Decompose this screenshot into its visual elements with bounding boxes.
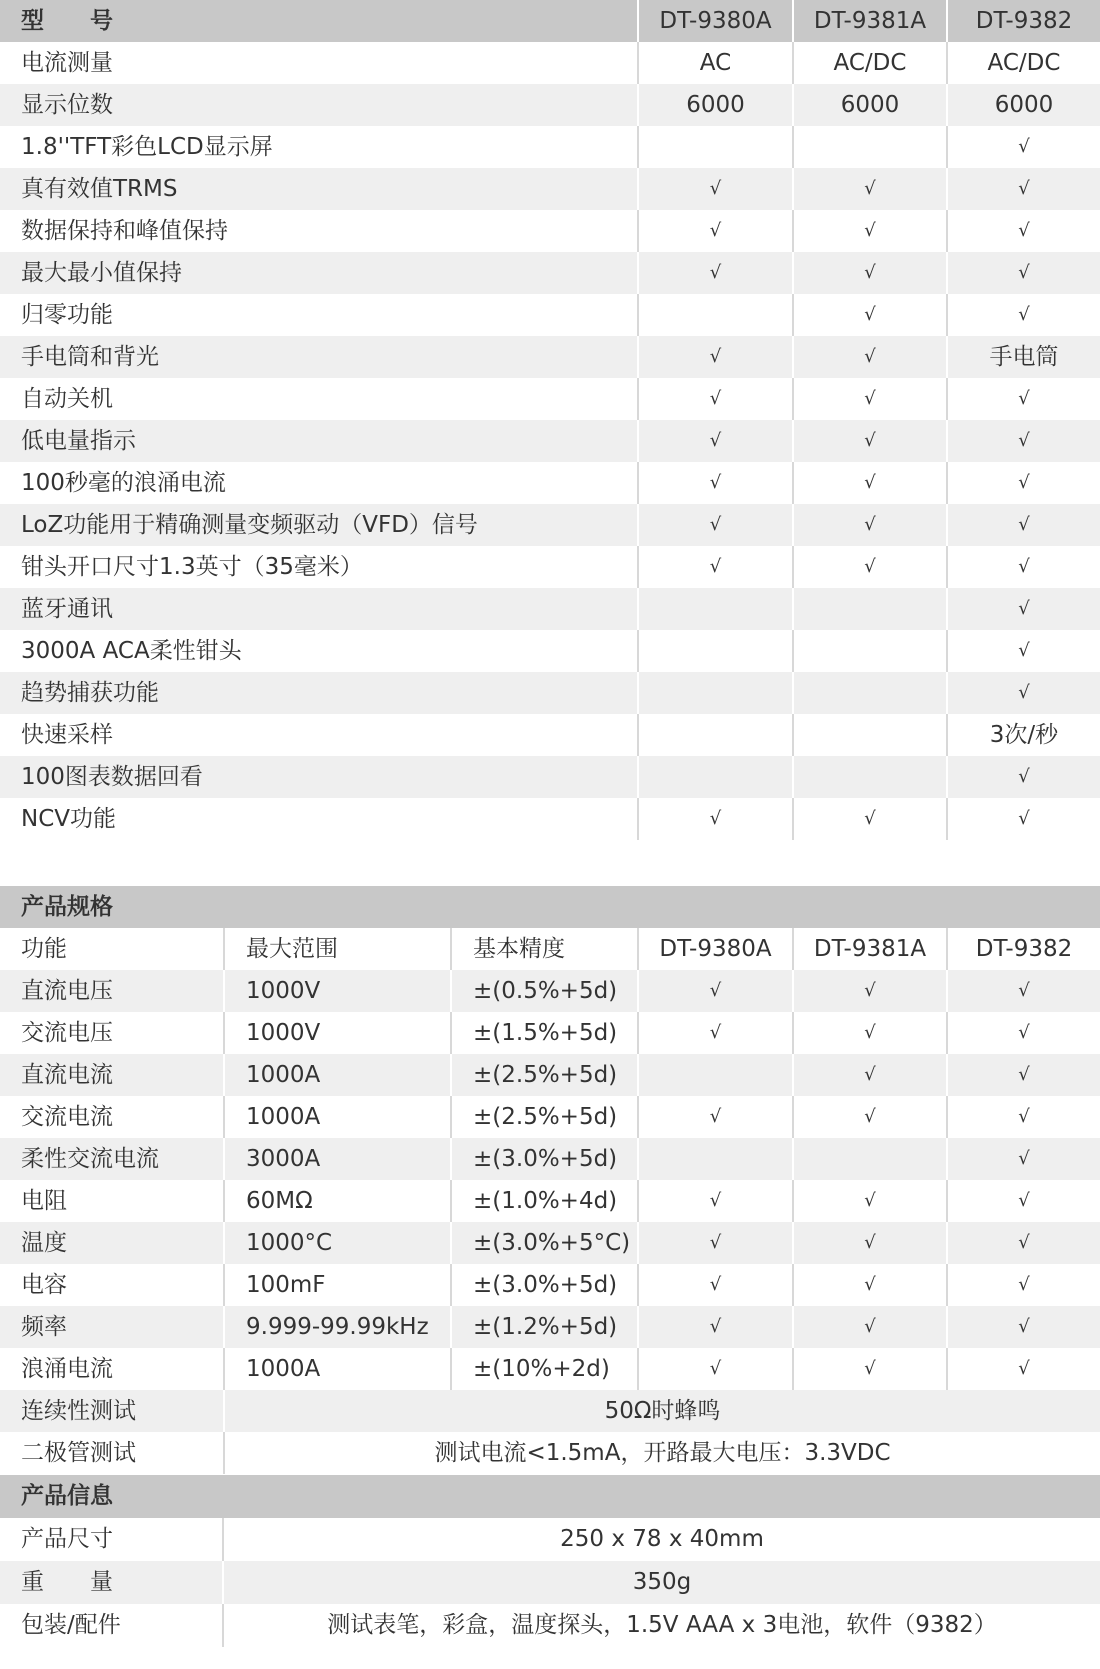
spec-value: √: [792, 1348, 946, 1390]
feature-value: √: [792, 378, 946, 420]
spec-accuracy: ±(1.2%+5d): [450, 1306, 637, 1348]
spec-range: 1000A: [223, 1348, 450, 1390]
spec-accuracy: ±(3.0%+5d): [450, 1264, 637, 1306]
feature-value: √: [946, 126, 1100, 168]
feature-row: [0, 168, 1100, 210]
spec-value: √: [792, 1306, 946, 1348]
feature-value: √: [792, 462, 946, 504]
features-header-row: [0, 0, 1100, 42]
spec-value: √: [637, 1348, 792, 1390]
spec-value: √: [637, 1180, 792, 1222]
feature-row: [0, 336, 1100, 378]
info-value: 350g: [222, 1561, 1100, 1604]
feature-value: [792, 672, 946, 714]
spec-value: √: [637, 1306, 792, 1348]
spec-range: 60MΩ: [223, 1180, 450, 1222]
spec-value: √: [946, 1348, 1100, 1390]
spec-span-row: [0, 1390, 1100, 1432]
spec-function: 柔性交流电流: [21, 1146, 159, 1172]
feature-label: 最大最小值保持: [21, 260, 182, 286]
feature-label: 100图表数据回看: [21, 764, 203, 790]
info-label: 重 量: [21, 1569, 113, 1595]
feature-label: 手电筒和背光: [21, 344, 159, 370]
spec-value: √: [946, 1222, 1100, 1264]
info-table: [0, 1475, 1100, 1647]
spec-span-row: [0, 1432, 1100, 1474]
feature-value: AC: [637, 42, 792, 84]
feature-label: 归零功能: [21, 302, 113, 328]
feature-label: 1.8''TFT彩色LCD显示屏: [21, 134, 273, 160]
feature-value: √: [946, 504, 1100, 546]
feature-value: AC/DC: [946, 42, 1100, 84]
spec-accuracy: ±(1.5%+5d): [450, 1012, 637, 1054]
spec-function: 直流电流: [21, 1062, 113, 1088]
feature-label: 3000A ACA柔性钳头: [21, 638, 242, 664]
spec-accuracy: ±(3.0%+5d): [450, 1138, 637, 1180]
feature-value: √: [946, 462, 1100, 504]
spec-function: 频率: [21, 1314, 67, 1340]
spec-value: √: [792, 1054, 946, 1096]
spec-value: √: [946, 1096, 1100, 1138]
spec-function: 交流电流: [21, 1104, 113, 1130]
feature-value: √: [946, 588, 1100, 630]
spec-value: √: [946, 1012, 1100, 1054]
spec-value: √: [637, 1096, 792, 1138]
info-row: [0, 1561, 1100, 1604]
feature-value: √: [637, 252, 792, 294]
feature-row: [0, 798, 1100, 840]
spec-function: 直流电压: [21, 978, 113, 1004]
feature-row: [0, 714, 1100, 756]
feature-row: [0, 126, 1100, 168]
model-name: DT-9380A: [637, 928, 792, 970]
info-label: 产品尺寸: [21, 1526, 113, 1552]
info-row: [0, 1518, 1100, 1561]
feature-row: [0, 42, 1100, 84]
feature-value: √: [637, 798, 792, 840]
feature-value: [792, 630, 946, 672]
spec-value: √: [946, 1306, 1100, 1348]
spec-accuracy: ±(0.5%+5d): [450, 970, 637, 1012]
spec-function: 电阻: [21, 1188, 67, 1214]
specs-header-row: [0, 928, 1100, 970]
feature-row: [0, 546, 1100, 588]
feature-value: [637, 588, 792, 630]
feature-value: √: [946, 798, 1100, 840]
spec-row: [0, 1222, 1100, 1264]
feature-value: [637, 756, 792, 798]
feature-value: 6000: [946, 84, 1100, 126]
feature-label: 低电量指示: [21, 428, 136, 454]
feature-row: [0, 672, 1100, 714]
spec-header-accuracy: 基本精度: [450, 928, 637, 970]
spec-value: √: [792, 970, 946, 1012]
feature-value: [792, 756, 946, 798]
info-label: 包装/配件: [21, 1612, 121, 1638]
spec-value: √: [946, 1054, 1100, 1096]
feature-value: √: [946, 420, 1100, 462]
feature-value: 3次/秒: [946, 714, 1100, 756]
spec-value: [792, 1138, 946, 1180]
spec-value: [637, 1138, 792, 1180]
spec-accuracy: ±(10%+2d): [450, 1348, 637, 1390]
spec-range: 100mF: [223, 1264, 450, 1306]
feature-value: √: [792, 336, 946, 378]
feature-value: [637, 714, 792, 756]
feature-row: [0, 588, 1100, 630]
feature-value: √: [792, 798, 946, 840]
feature-row: [0, 294, 1100, 336]
spec-function: 二极管测试: [21, 1440, 136, 1466]
info-title-row: [0, 1475, 1100, 1518]
specs-title: 产品规格: [21, 894, 113, 920]
info-row: [0, 1604, 1100, 1647]
feature-label: 快速采样: [21, 722, 113, 748]
feature-label: 蓝牙通讯: [21, 596, 113, 622]
spec-row: [0, 1180, 1100, 1222]
feature-value: √: [946, 672, 1100, 714]
feature-label: 显示位数: [21, 92, 113, 118]
spec-value: √: [946, 1138, 1100, 1180]
spec-value: √: [637, 970, 792, 1012]
spec-accuracy: ±(2.5%+5d): [450, 1054, 637, 1096]
spec-range: 9.999-99.99kHz: [223, 1306, 450, 1348]
spec-row: [0, 1012, 1100, 1054]
feature-value: √: [637, 378, 792, 420]
spec-header-range: 最大范围: [223, 928, 450, 970]
spec-function: 交流电压: [21, 1020, 113, 1046]
feature-value: √: [946, 630, 1100, 672]
spec-function: 温度: [21, 1230, 67, 1256]
feature-row: [0, 420, 1100, 462]
feature-value: √: [792, 168, 946, 210]
feature-label: 电流测量: [21, 50, 113, 76]
spec-span-value: 测试电流<1.5mA，开路最大电压：3.3VDC: [223, 1432, 1100, 1474]
feature-value: √: [946, 546, 1100, 588]
feature-value: [637, 294, 792, 336]
feature-label: 真有效值TRMS: [21, 176, 178, 202]
feature-value: √: [792, 210, 946, 252]
feature-value: √: [792, 294, 946, 336]
spec-row: [0, 1306, 1100, 1348]
feature-value: √: [946, 378, 1100, 420]
feature-value: [792, 714, 946, 756]
feature-label: LoZ功能用于精确测量变频驱动（VFD）信号: [21, 512, 478, 538]
feature-row: [0, 756, 1100, 798]
feature-value: [637, 630, 792, 672]
spec-accuracy: ±(2.5%+5d): [450, 1096, 637, 1138]
spec-header-func: 功能: [21, 936, 67, 962]
feature-value: √: [637, 168, 792, 210]
spec-row: [0, 970, 1100, 1012]
spec-value: √: [792, 1096, 946, 1138]
feature-value: √: [637, 504, 792, 546]
feature-value: √: [792, 546, 946, 588]
feature-value: [792, 126, 946, 168]
feature-value: 6000: [637, 84, 792, 126]
feature-value: [792, 588, 946, 630]
specs-title-row: [0, 886, 1100, 928]
spec-range: 1000A: [223, 1054, 450, 1096]
model-name: DT-9382: [946, 0, 1100, 42]
feature-value: [637, 672, 792, 714]
spec-range: 1000°C: [223, 1222, 450, 1264]
feature-label: 钳头开口尺寸1.3英寸（35毫米）: [21, 554, 363, 580]
spec-value: √: [792, 1264, 946, 1306]
feature-value: √: [637, 462, 792, 504]
spec-value: √: [792, 1222, 946, 1264]
spec-value: √: [792, 1180, 946, 1222]
feature-value: AC/DC: [792, 42, 946, 84]
info-title: 产品信息: [21, 1483, 113, 1509]
spec-range: 1000A: [223, 1096, 450, 1138]
model-name: DT-9381A: [792, 928, 946, 970]
model-name: DT-9381A: [792, 0, 946, 42]
feature-value: √: [637, 420, 792, 462]
feature-value: [637, 126, 792, 168]
spec-span-value: 50Ω时蜂鸣: [223, 1390, 1100, 1432]
feature-label: NCV功能: [21, 806, 116, 832]
feature-value: √: [792, 252, 946, 294]
spec-value: √: [946, 1264, 1100, 1306]
feature-value: √: [946, 210, 1100, 252]
model-label: 型 号: [21, 8, 113, 34]
model-name: DT-9380A: [637, 0, 792, 42]
feature-label: 趋势捕获功能: [21, 680, 159, 706]
feature-label: 100秒毫的浪涌电流: [21, 470, 226, 496]
feature-value: √: [637, 546, 792, 588]
feature-value: √: [946, 252, 1100, 294]
spec-value: √: [637, 1222, 792, 1264]
feature-row: [0, 462, 1100, 504]
spec-row: [0, 1348, 1100, 1390]
feature-row: [0, 630, 1100, 672]
spec-row: [0, 1096, 1100, 1138]
spec-accuracy: ±(1.0%+4d): [450, 1180, 637, 1222]
spec-row: [0, 1264, 1100, 1306]
spec-value: √: [946, 1180, 1100, 1222]
spec-value: √: [637, 1012, 792, 1054]
feature-value: 手电筒: [946, 336, 1100, 378]
spec-value: [637, 1054, 792, 1096]
spec-range: 1000V: [223, 970, 450, 1012]
feature-value: √: [792, 420, 946, 462]
spec-value: √: [637, 1264, 792, 1306]
feature-value: √: [946, 294, 1100, 336]
spec-function: 浪涌电流: [21, 1356, 113, 1382]
spec-value: √: [946, 970, 1100, 1012]
spec-value: √: [792, 1012, 946, 1054]
spec-function: 连续性测试: [21, 1398, 136, 1424]
feature-label: 自动关机: [21, 386, 113, 412]
feature-label: 数据保持和峰值保持: [21, 218, 228, 244]
spec-range: 3000A: [223, 1138, 450, 1180]
feature-value: √: [946, 756, 1100, 798]
specs-table: [0, 886, 1100, 1474]
feature-row: [0, 378, 1100, 420]
feature-row: [0, 504, 1100, 546]
model-name: DT-9382: [946, 928, 1100, 970]
feature-value: √: [637, 210, 792, 252]
spec-row: [0, 1138, 1100, 1180]
feature-value: √: [637, 336, 792, 378]
info-value: 250 x 78 x 40mm: [222, 1518, 1100, 1561]
feature-value: √: [792, 504, 946, 546]
spec-function: 电容: [21, 1272, 67, 1298]
feature-value: 6000: [792, 84, 946, 126]
spec-range: 1000V: [223, 1012, 450, 1054]
feature-row: [0, 84, 1100, 126]
feature-row: [0, 210, 1100, 252]
spec-accuracy: ±(3.0%+5°C): [450, 1222, 637, 1264]
spec-row: [0, 1054, 1100, 1096]
feature-value: √: [946, 168, 1100, 210]
feature-row: [0, 252, 1100, 294]
info-value: 测试表笔，彩盒，温度探头，1.5V AAA x 3电池，软件（9382）: [222, 1604, 1100, 1647]
